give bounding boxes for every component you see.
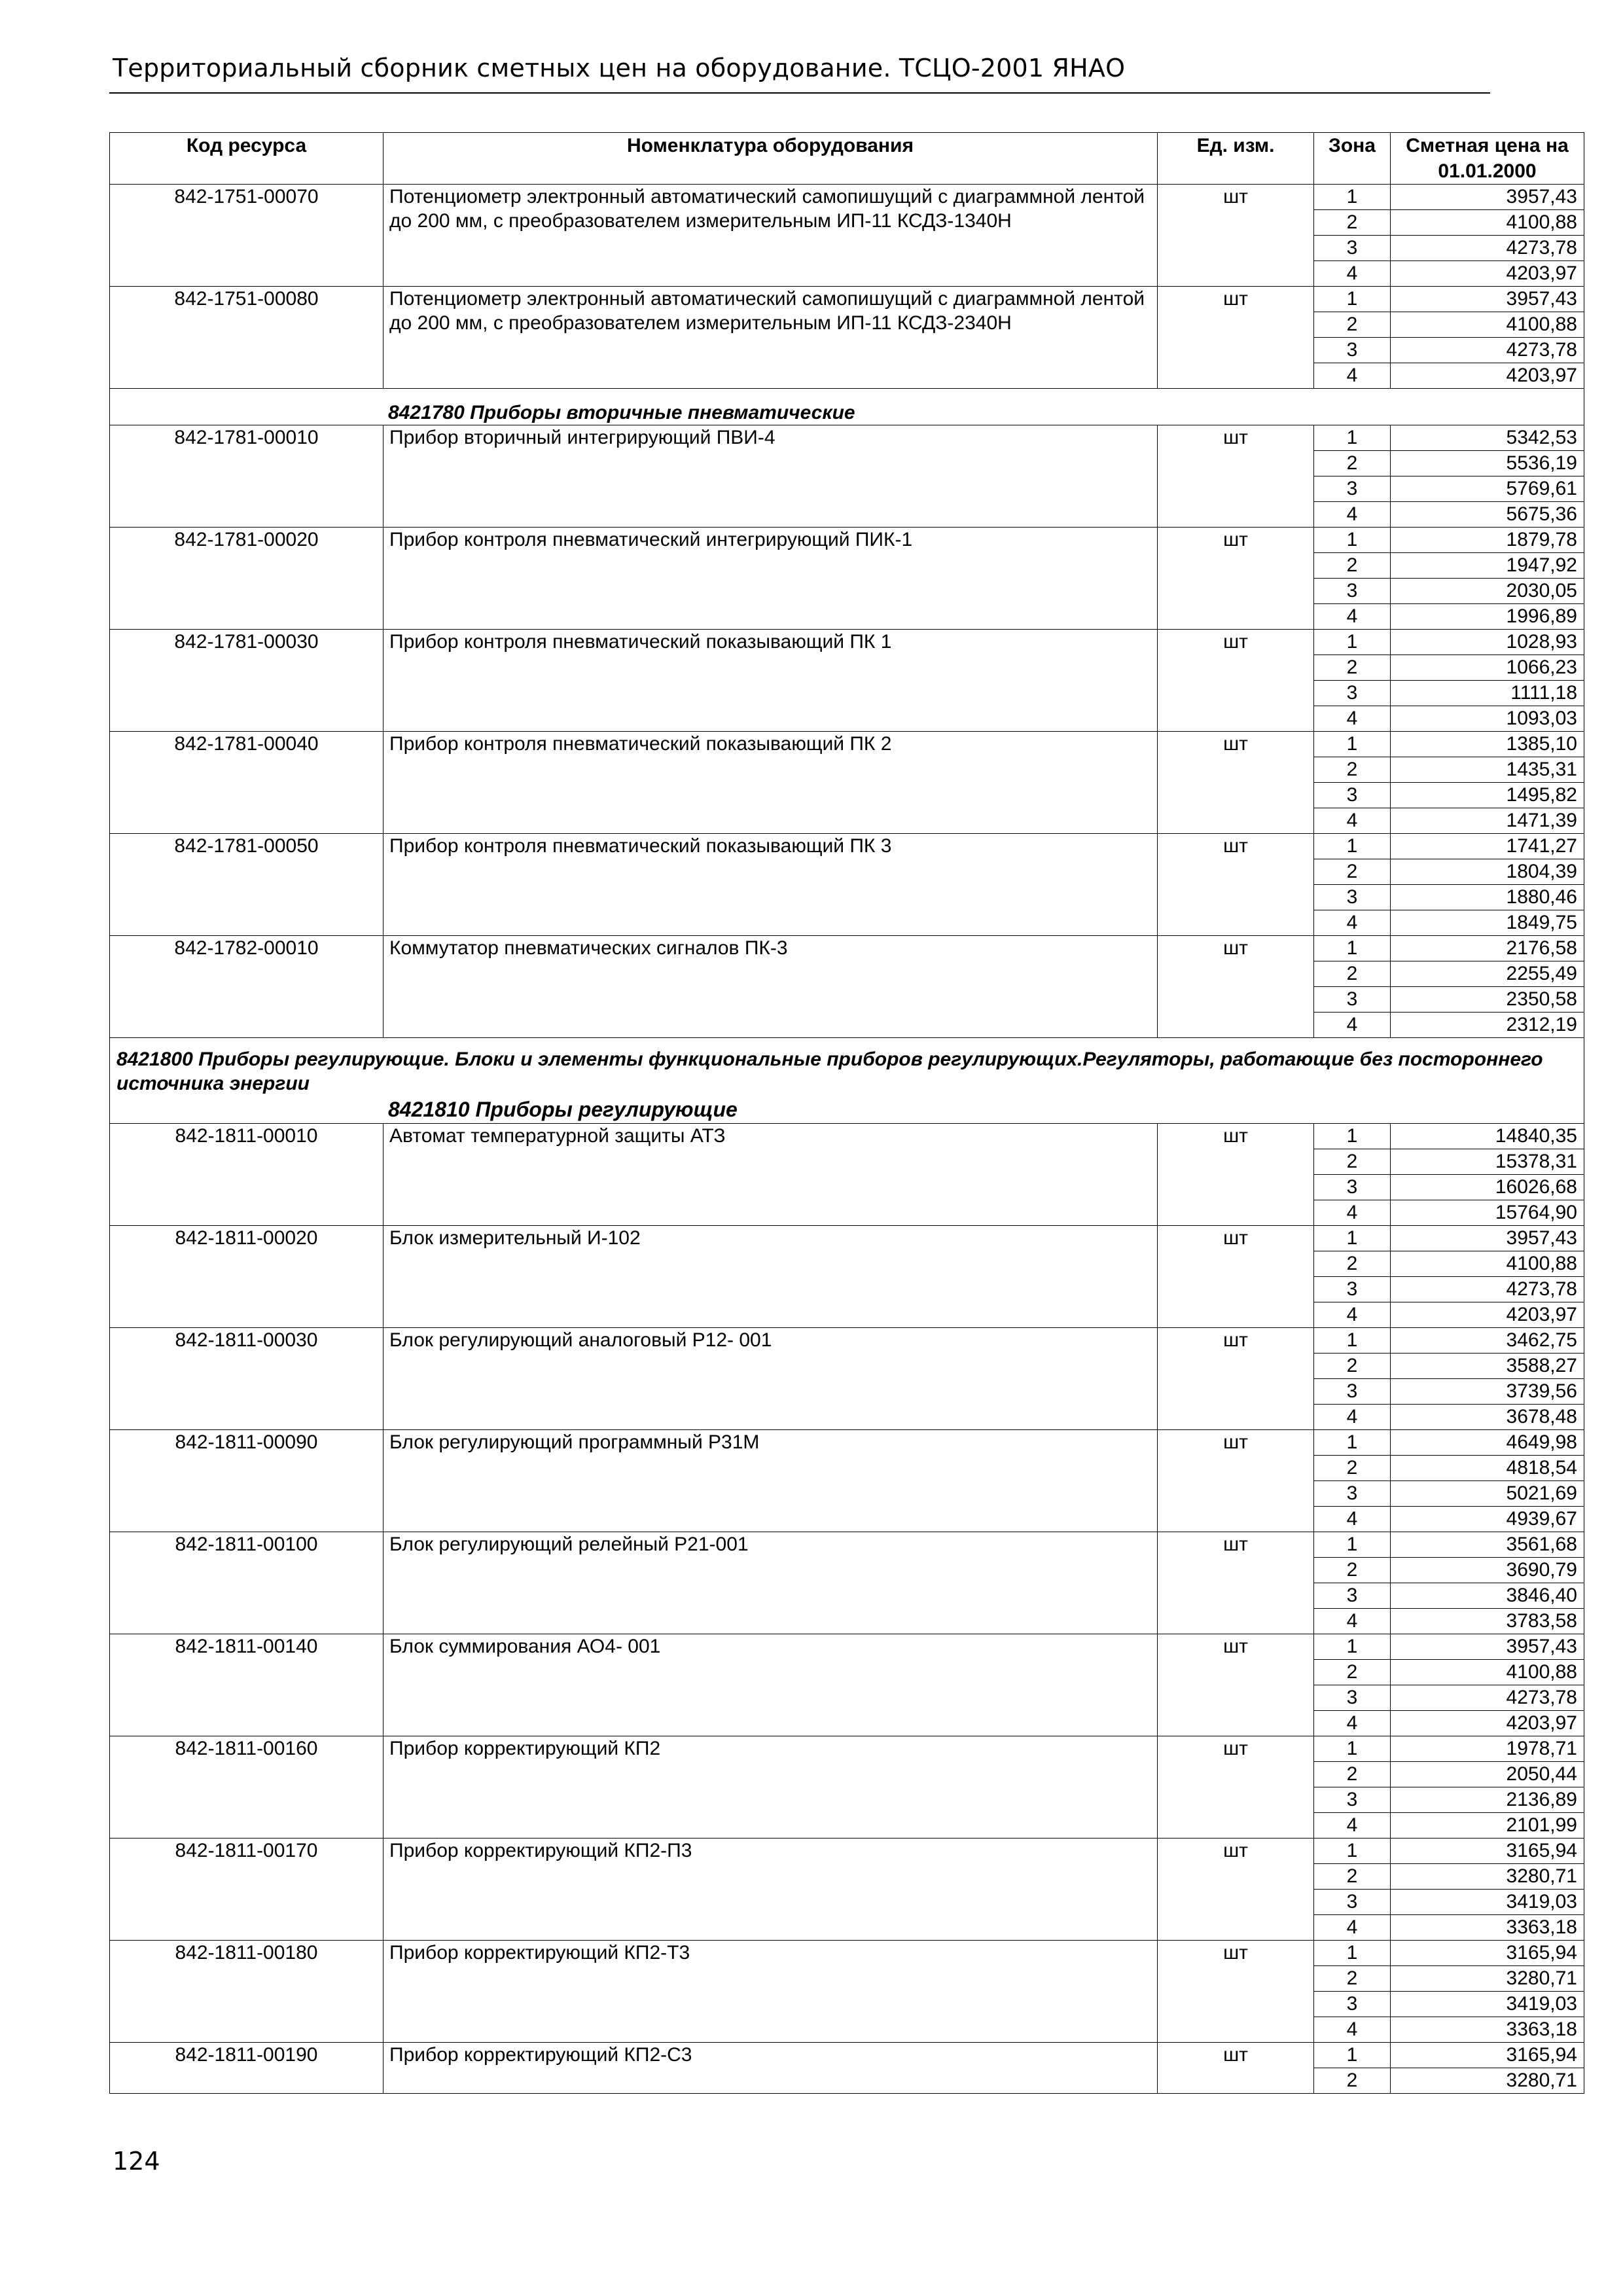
equipment-name: Блок суммирования АО4- 001 — [383, 1634, 1158, 1736]
resource-code: 842-1781-00040 — [110, 732, 383, 834]
zone-cell: 3 — [1314, 1787, 1391, 1813]
price-cell: 15764,90 — [1391, 1200, 1584, 1226]
zone-cell: 4 — [1314, 363, 1391, 389]
col-header-price: Сметная цена на 01.01.2000 — [1391, 133, 1584, 185]
price-cell: 1978,71 — [1391, 1736, 1584, 1762]
price-cell: 4273,78 — [1391, 236, 1584, 261]
price-cell: 1093,03 — [1391, 706, 1584, 732]
resource-code: 842-1811-00090 — [110, 1430, 383, 1532]
unit-of-measure: шт — [1158, 2043, 1314, 2094]
zone-cell: 3 — [1314, 987, 1391, 1013]
unit-of-measure: шт — [1158, 1328, 1314, 1430]
unit-of-measure: шт — [1158, 1736, 1314, 1839]
price-cell: 3678,48 — [1391, 1405, 1584, 1430]
table-row — [110, 834, 1584, 859]
price-cell: 4203,97 — [1391, 261, 1584, 287]
unit-of-measure: шт — [1158, 528, 1314, 630]
price-cell: 2350,58 — [1391, 987, 1584, 1013]
resource-code: 842-1781-00020 — [110, 528, 383, 630]
price-cell: 16026,68 — [1391, 1175, 1584, 1200]
zone-cell: 4 — [1314, 1813, 1391, 1839]
unit-of-measure: шт — [1158, 1634, 1314, 1736]
price-cell: 4203,97 — [1391, 363, 1584, 389]
zone-cell: 1 — [1314, 1226, 1391, 1251]
price-cell: 4939,67 — [1391, 1507, 1584, 1532]
zone-cell: 3 — [1314, 1992, 1391, 2017]
equipment-name: Прибор контроля пневматический интегрирующий ПИК-1 — [383, 528, 1158, 630]
resource-code: 842-1781-00050 — [110, 834, 383, 936]
col-header-code: Код ресурса — [110, 133, 383, 185]
zone-cell: 3 — [1314, 1481, 1391, 1507]
equipment-name: Блок регулирующий программный Р31М — [383, 1430, 1158, 1532]
resource-code: 842-1811-00020 — [110, 1226, 383, 1328]
price-cell: 3846,40 — [1391, 1583, 1584, 1609]
zone-cell: 1 — [1314, 732, 1391, 757]
table-body — [110, 185, 1584, 2094]
price-cell: 3561,68 — [1391, 1532, 1584, 1558]
header-row — [110, 133, 1584, 185]
zone-cell: 2 — [1314, 1456, 1391, 1481]
zone-cell: 3 — [1314, 783, 1391, 808]
table-row — [110, 2043, 1584, 2068]
resource-code: 842-1811-00010 — [110, 1124, 383, 1226]
zone-cell: 3 — [1314, 476, 1391, 502]
price-cell: 1849,75 — [1391, 910, 1584, 936]
zone-cell: 4 — [1314, 1200, 1391, 1226]
zone-cell: 3 — [1314, 1890, 1391, 1915]
unit-of-measure: шт — [1158, 1532, 1314, 1634]
price-cell: 3280,71 — [1391, 2068, 1584, 2094]
zone-cell: 2 — [1314, 859, 1391, 885]
zone-cell: 4 — [1314, 604, 1391, 630]
zone-cell: 4 — [1314, 910, 1391, 936]
price-cell: 4649,98 — [1391, 1430, 1584, 1456]
unit-of-measure: шт — [1158, 1941, 1314, 2043]
section-heading: 8421800 Приборы регулирующие. Блоки и элементы функциональные приборов регулирующих.Регуляторы, работающие без постороннего источника энергии — [116, 1049, 1543, 1094]
price-table — [109, 132, 1584, 2094]
price-cell: 5342,53 — [1391, 425, 1584, 451]
price-cell: 3280,71 — [1391, 1966, 1584, 1992]
table-row — [110, 1328, 1584, 1354]
resource-code: 842-1811-00160 — [110, 1736, 383, 1839]
price-cell: 1028,93 — [1391, 630, 1584, 655]
table-row — [110, 732, 1584, 757]
price-cell: 3280,71 — [1391, 1864, 1584, 1890]
zone-cell: 1 — [1314, 1532, 1391, 1558]
zone-cell: 2 — [1314, 553, 1391, 579]
equipment-name: Блок регулирующий аналоговый Р12- 001 — [383, 1328, 1158, 1430]
price-cell: 1879,78 — [1391, 528, 1584, 553]
price-cell: 4273,78 — [1391, 1277, 1584, 1302]
unit-of-measure: шт — [1158, 1124, 1314, 1226]
price-cell: 3165,94 — [1391, 2043, 1584, 2068]
price-cell: 4100,88 — [1391, 210, 1584, 236]
price-cell: 3957,43 — [1391, 1634, 1584, 1660]
zone-cell: 3 — [1314, 1379, 1391, 1405]
equipment-name: Прибор корректирующий КП2-Т3 — [383, 1941, 1158, 2043]
resource-code: 842-1811-00180 — [110, 1941, 383, 2043]
equipment-name: Прибор корректирующий КП2-С3 — [383, 2043, 1158, 2094]
price-cell: 4100,88 — [1391, 1660, 1584, 1685]
zone-cell: 4 — [1314, 706, 1391, 732]
price-cell: 1880,46 — [1391, 885, 1584, 910]
price-cell: 1435,31 — [1391, 757, 1584, 783]
equipment-name: Блок измерительный И-102 — [383, 1226, 1158, 1328]
zone-cell: 2 — [1314, 1354, 1391, 1379]
zone-cell: 4 — [1314, 2017, 1391, 2043]
equipment-name: Потенциометр электронный автоматический самопишущий с диаграммной лентой до 200 мм, с преобразователем измерительным ИП-11 КСДЗ-2340Н — [383, 287, 1158, 389]
price-cell: 1495,82 — [1391, 783, 1584, 808]
table-row — [110, 1430, 1584, 1456]
table-row — [110, 287, 1584, 312]
equipment-name: Прибор контроля пневматический показывающий ПК 3 — [383, 834, 1158, 936]
price-cell: 2136,89 — [1391, 1787, 1584, 1813]
zone-cell: 1 — [1314, 287, 1391, 312]
equipment-name: Прибор вторичный интегрирующий ПВИ-4 — [383, 425, 1158, 528]
table-row — [110, 185, 1584, 210]
resource-code: 842-1751-00080 — [110, 287, 383, 389]
zone-cell: 4 — [1314, 1711, 1391, 1736]
zone-cell: 1 — [1314, 185, 1391, 210]
zone-cell: 1 — [1314, 1430, 1391, 1456]
equipment-name: Коммутатор пневматических сигналов ПК-3 — [383, 936, 1158, 1038]
zone-cell: 2 — [1314, 961, 1391, 987]
zone-cell: 4 — [1314, 1013, 1391, 1038]
zone-cell: 1 — [1314, 2043, 1391, 2068]
price-cell: 3419,03 — [1391, 1992, 1584, 2017]
resource-code: 842-1811-00140 — [110, 1634, 383, 1736]
table-row — [110, 1226, 1584, 1251]
zone-cell: 1 — [1314, 1124, 1391, 1149]
col-header-name: Номенклатура оборудования — [383, 133, 1158, 185]
table-row — [110, 528, 1584, 553]
price-cell: 2050,44 — [1391, 1762, 1584, 1787]
zone-cell: 4 — [1314, 1405, 1391, 1430]
price-cell: 4100,88 — [1391, 312, 1584, 338]
col-header-unit: Ед. изм. — [1158, 133, 1314, 185]
zone-cell: 2 — [1314, 451, 1391, 476]
price-cell: 3957,43 — [1391, 185, 1584, 210]
page-title: Территориальный сборник сметных цен на оборудование. ТСЦО-2001 ЯНАО — [113, 54, 1126, 82]
equipment-name: Автомат температурной защиты АТЗ — [383, 1124, 1158, 1226]
unit-of-measure: шт — [1158, 834, 1314, 936]
zone-cell: 4 — [1314, 1302, 1391, 1328]
zone-cell: 2 — [1314, 1660, 1391, 1685]
zone-cell: 1 — [1314, 1941, 1391, 1966]
price-cell: 3363,18 — [1391, 1915, 1584, 1941]
price-cell: 14840,35 — [1391, 1124, 1584, 1149]
zone-cell: 2 — [1314, 1966, 1391, 1992]
price-cell: 5536,19 — [1391, 451, 1584, 476]
price-cell: 1741,27 — [1391, 834, 1584, 859]
section-cell — [110, 1038, 1584, 1124]
zone-cell: 4 — [1314, 1507, 1391, 1532]
zone-cell: 3 — [1314, 1277, 1391, 1302]
zone-cell: 2 — [1314, 1558, 1391, 1583]
table-row — [110, 630, 1584, 655]
price-cell: 3957,43 — [1391, 1226, 1584, 1251]
price-cell: 2312,19 — [1391, 1013, 1584, 1038]
zone-cell: 1 — [1314, 425, 1391, 451]
unit-of-measure: шт — [1158, 425, 1314, 528]
price-cell: 15378,31 — [1391, 1149, 1584, 1175]
resource-code: 842-1811-00190 — [110, 2043, 383, 2094]
zone-cell: 4 — [1314, 1609, 1391, 1634]
unit-of-measure: шт — [1158, 1430, 1314, 1532]
price-cell: 2101,99 — [1391, 1813, 1584, 1839]
zone-cell: 1 — [1314, 936, 1391, 961]
zone-cell: 3 — [1314, 885, 1391, 910]
table-row — [110, 1736, 1584, 1762]
zone-cell: 3 — [1314, 338, 1391, 363]
price-cell: 1804,39 — [1391, 859, 1584, 885]
zone-cell: 4 — [1314, 502, 1391, 528]
zone-cell: 2 — [1314, 1149, 1391, 1175]
price-cell: 4273,78 — [1391, 1685, 1584, 1711]
zone-cell: 2 — [1314, 757, 1391, 783]
price-cell: 1385,10 — [1391, 732, 1584, 757]
unit-of-measure: шт — [1158, 185, 1314, 287]
col-header-zone: Зона — [1314, 133, 1391, 185]
zone-cell: 2 — [1314, 655, 1391, 681]
price-cell: 3957,43 — [1391, 287, 1584, 312]
table-row — [110, 1839, 1584, 1864]
zone-cell: 3 — [1314, 1685, 1391, 1711]
resource-code: 842-1751-00070 — [110, 185, 383, 287]
price-cell: 4818,54 — [1391, 1456, 1584, 1481]
price-cell: 2176,58 — [1391, 936, 1584, 961]
price-cell: 3419,03 — [1391, 1890, 1584, 1915]
resource-code: 842-1782-00010 — [110, 936, 383, 1038]
zone-cell: 2 — [1314, 1864, 1391, 1890]
price-cell: 4203,97 — [1391, 1302, 1584, 1328]
unit-of-measure: шт — [1158, 1226, 1314, 1328]
subsection-row — [110, 389, 1584, 425]
unit-of-measure: шт — [1158, 630, 1314, 732]
zone-cell: 3 — [1314, 681, 1391, 706]
zone-cell: 1 — [1314, 1328, 1391, 1354]
price-cell: 1996,89 — [1391, 604, 1584, 630]
zone-cell: 1 — [1314, 630, 1391, 655]
equipment-name: Прибор корректирующий КП2-П3 — [383, 1839, 1158, 1941]
table-row — [110, 1532, 1584, 1558]
price-cell: 2255,49 — [1391, 961, 1584, 987]
price-cell: 3739,56 — [1391, 1379, 1584, 1405]
price-cell: 3165,94 — [1391, 1941, 1584, 1966]
zone-cell: 2 — [1314, 1251, 1391, 1277]
price-cell: 3690,79 — [1391, 1558, 1584, 1583]
zone-cell: 3 — [1314, 1175, 1391, 1200]
zone-cell: 1 — [1314, 528, 1391, 553]
zone-cell: 2 — [1314, 2068, 1391, 2094]
resource-code: 842-1781-00030 — [110, 630, 383, 732]
zone-cell: 1 — [1314, 1634, 1391, 1660]
table-row — [110, 1634, 1584, 1660]
price-cell: 5675,36 — [1391, 502, 1584, 528]
zone-cell: 1 — [1314, 834, 1391, 859]
equipment-name: Блок регулирующий релейный Р21-001 — [383, 1532, 1158, 1634]
price-cell: 3462,75 — [1391, 1328, 1584, 1354]
price-cell: 4203,97 — [1391, 1711, 1584, 1736]
zone-cell: 4 — [1314, 808, 1391, 834]
resource-code: 842-1781-00010 — [110, 425, 383, 528]
zone-cell: 4 — [1314, 1915, 1391, 1941]
price-cell: 1066,23 — [1391, 655, 1584, 681]
header-rule — [109, 92, 1490, 94]
equipment-name: Прибор контроля пневматический показывающий ПК 1 — [383, 630, 1158, 732]
page-number: 124 — [113, 2147, 160, 2176]
zone-cell: 2 — [1314, 1762, 1391, 1787]
resource-code: 842-1811-00170 — [110, 1839, 383, 1941]
price-cell: 3783,58 — [1391, 1609, 1584, 1634]
zone-cell: 1 — [1314, 1736, 1391, 1762]
table-row — [110, 425, 1584, 451]
resource-code: 842-1811-00100 — [110, 1532, 383, 1634]
price-cell: 4100,88 — [1391, 1251, 1584, 1277]
zone-cell: 2 — [1314, 312, 1391, 338]
unit-of-measure: шт — [1158, 732, 1314, 834]
price-cell: 3165,94 — [1391, 1839, 1584, 1864]
table-row — [110, 936, 1584, 961]
table-row — [110, 1124, 1584, 1149]
zone-cell: 3 — [1314, 1583, 1391, 1609]
equipment-name: Прибор контроля пневматический показывающий ПК 2 — [383, 732, 1158, 834]
price-cell: 5769,61 — [1391, 476, 1584, 502]
equipment-name: Прибор корректирующий КП2 — [383, 1736, 1158, 1839]
section-row — [110, 1038, 1584, 1124]
price-cell: 1947,92 — [1391, 553, 1584, 579]
price-cell: 1471,39 — [1391, 808, 1584, 834]
price-cell: 3363,18 — [1391, 2017, 1584, 2043]
unit-of-measure: шт — [1158, 936, 1314, 1038]
zone-cell: 4 — [1314, 261, 1391, 287]
subsection-heading: 8421780 Приборы вторичные пневматические — [110, 389, 1584, 425]
table-row — [110, 1941, 1584, 1966]
equipment-name: Потенциометр электронный автоматический самопишущий с диаграммной лентой до 200 мм, с преобразователем измерительным ИП-11 КСДЗ-1340Н — [383, 185, 1158, 287]
zone-cell: 3 — [1314, 579, 1391, 604]
subsection-heading: 8421810 Приборы регулирующие — [388, 1098, 738, 1121]
zone-cell: 1 — [1314, 1839, 1391, 1864]
table-header — [110, 133, 1584, 185]
resource-code: 842-1811-00030 — [110, 1328, 383, 1430]
zone-cell: 2 — [1314, 210, 1391, 236]
unit-of-measure: шт — [1158, 287, 1314, 389]
price-cell: 2030,05 — [1391, 579, 1584, 604]
price-cell: 3588,27 — [1391, 1354, 1584, 1379]
price-cell: 1111,18 — [1391, 681, 1584, 706]
price-cell: 4273,78 — [1391, 338, 1584, 363]
price-cell: 5021,69 — [1391, 1481, 1584, 1507]
zone-cell: 3 — [1314, 236, 1391, 261]
unit-of-measure: шт — [1158, 1839, 1314, 1941]
